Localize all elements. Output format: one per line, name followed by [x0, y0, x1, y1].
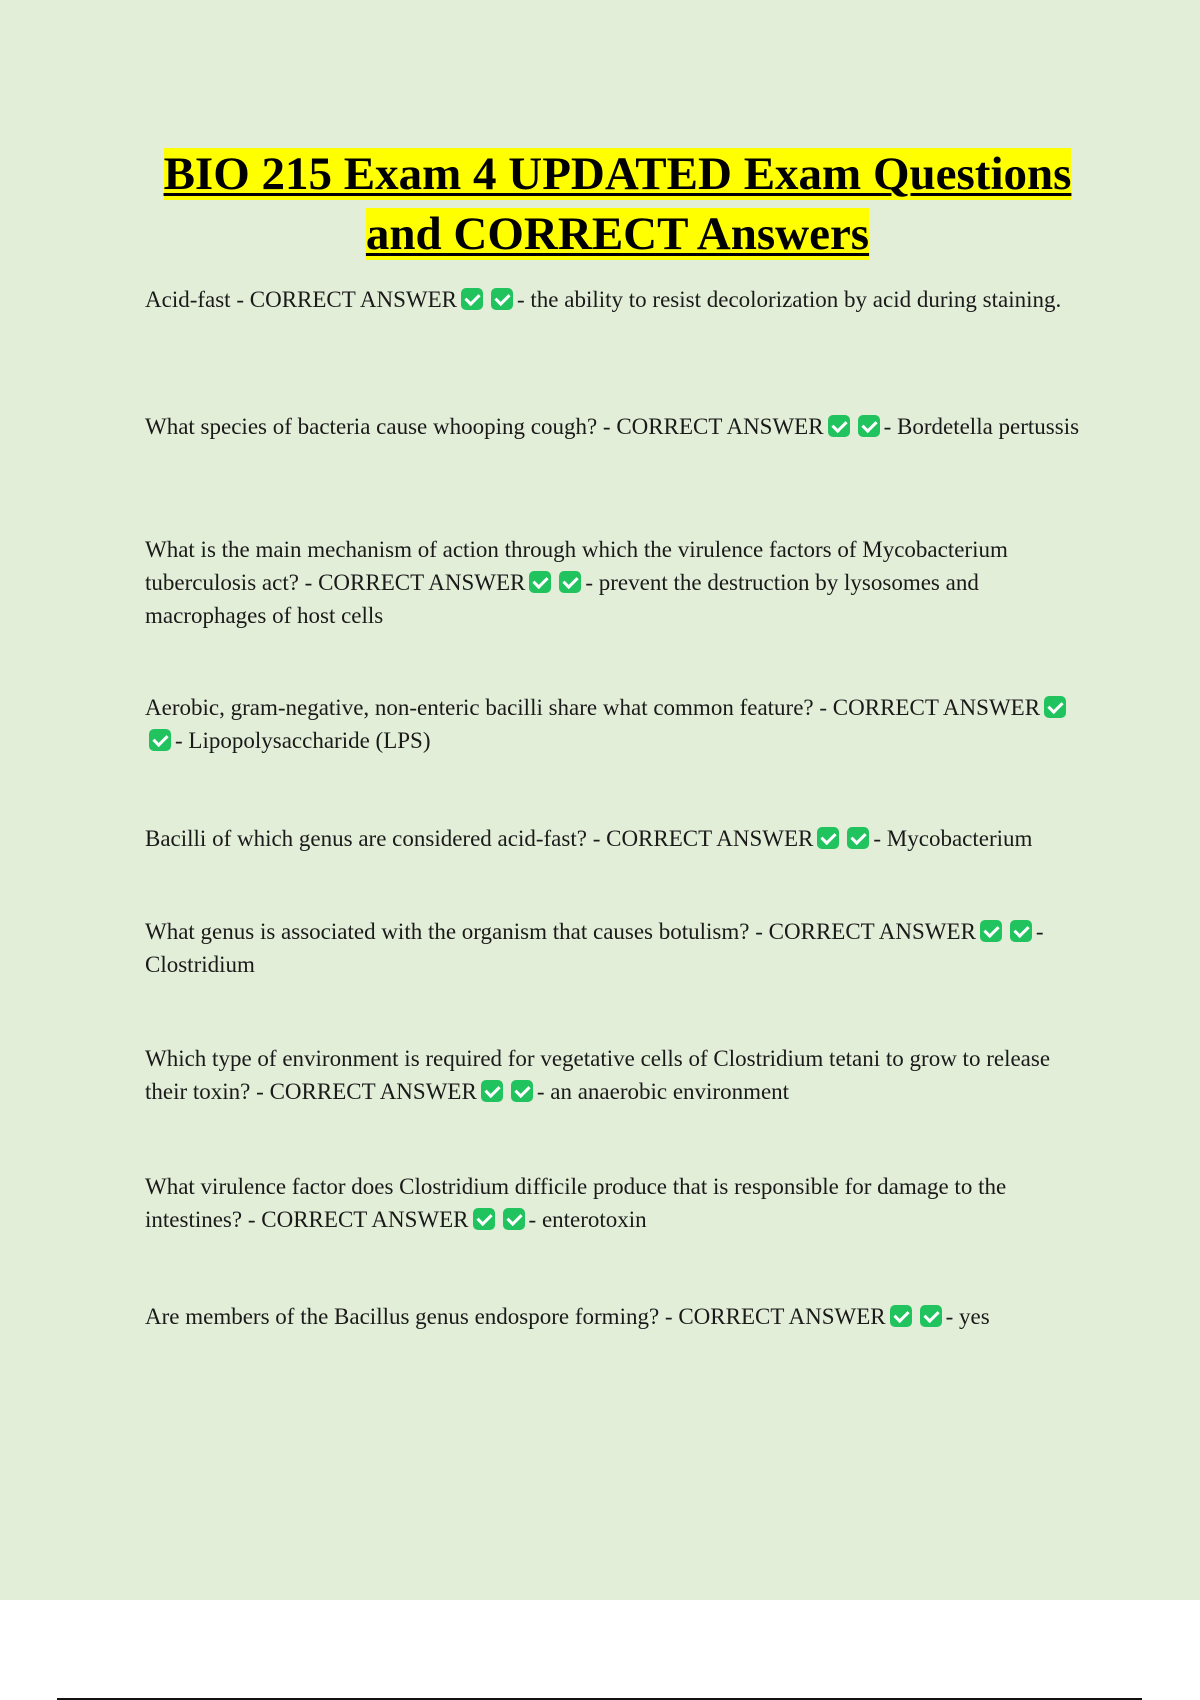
answer-marker: CORRECT ANSWER	[832, 695, 1041, 720]
question-text: Aerobic, gram-negative, non-enteric bacilli share what common feature?	[145, 695, 814, 720]
check-mark-icon	[529, 571, 551, 593]
answer-text: prevent the destruction by lysosomes and macrophages of host cells	[145, 570, 979, 628]
check-mark-icon	[980, 920, 1002, 942]
answer-marker: CORRECT ANSWER	[261, 1207, 469, 1232]
check-mark-icon	[149, 729, 171, 751]
answer-text: Bordetella pertussis	[897, 414, 1080, 439]
answer-marker: CORRECT ANSWER	[269, 1079, 477, 1104]
check-mark-icon	[1010, 920, 1032, 942]
check-mark-icon	[503, 1208, 525, 1230]
check-mark-icon	[858, 415, 880, 437]
qa-item-9: Are members of the Bacillus genus endospore forming? - CORRECT ANSWER - yes	[145, 1304, 990, 1329]
question-text: What virulence factor does Clostridium difficile produce that is responsible for damage to the intestines?	[145, 1174, 1007, 1232]
check-mark-icon	[473, 1208, 495, 1230]
qa-item-2: What species of bacteria cause whooping cough? - CORRECT ANSWER - Bordetella pertussis	[145, 414, 1080, 439]
answer-text: yes	[959, 1304, 990, 1329]
answer-text: the ability to resist decolorization by acid during staining.	[530, 287, 1062, 312]
answer-marker: CORRECT ANSWER	[249, 287, 457, 312]
answer-marker: CORRECT ANSWER	[616, 414, 824, 439]
answer-marker: CORRECT ANSWER	[768, 919, 976, 944]
qa-item-8: What virulence factor does Clostridium difficile produce that is responsible for damage to the intestines? - CORRECT ANSWER - enterotoxin	[145, 1174, 1007, 1232]
qa-item-7: Which type of environment is required for vegetative cells of Clostridium tetani to grow to release their toxin? - CORRECT ANSWER - an anaerobic environment	[145, 1046, 1051, 1104]
check-mark-icon	[559, 571, 581, 593]
answer-marker: CORRECT ANSWER	[678, 1304, 886, 1329]
question-text: Which type of environment is required for vegetative cells of Clostridium tetani to grow to release their toxin?	[145, 1046, 1051, 1104]
check-mark-icon	[847, 827, 869, 849]
answer-marker: CORRECT ANSWER	[606, 826, 814, 851]
question-text: Bacilli of which genus are considered acid-fast?	[145, 826, 587, 851]
check-mark-icon	[1044, 696, 1066, 718]
qa-item-4: Aerobic, gram-negative, non-enteric bacilli share what common feature? - CORRECT ANSWER- Lipopolysaccharide (LPS)	[145, 691, 1095, 757]
qa-item-1: Acid-fast - CORRECT ANSWER - the ability to resist decolorization by acid during staining.	[145, 287, 1062, 312]
question-text: What genus is associated with the organism that causes botulism?	[145, 919, 750, 944]
check-mark-icon	[461, 288, 483, 310]
answer-text: an anaerobic environment	[550, 1079, 790, 1104]
qa-item-6: What genus is associated with the organism that causes botulism? - CORRECT ANSWER - Clostridium	[145, 919, 1044, 977]
question-text: What is the main mechanism of action through which the virulence factors of Mycobacterium tuberculosis act?	[145, 537, 1008, 595]
qa-item-3: What is the main mechanism of action through which the virulence factors of Mycobacterium tuberculosis act? - CORRECT ANSWER - prevent the destruction by lysosomes and macrophages of host cells	[145, 537, 1008, 628]
answer-marker: CORRECT ANSWER	[318, 570, 526, 595]
qa-item-5: Bacilli of which genus are considered acid-fast? - CORRECT ANSWER - Mycobacterium	[145, 826, 1033, 851]
answer-text: Mycobacterium	[886, 826, 1033, 851]
check-mark-icon	[491, 288, 513, 310]
answer-text: enterotoxin	[541, 1207, 647, 1232]
check-mark-icon	[481, 1080, 503, 1102]
answer-text: Clostridium	[145, 952, 255, 977]
check-mark-icon	[920, 1305, 942, 1327]
check-mark-icon	[511, 1080, 533, 1102]
check-mark-icon	[890, 1305, 912, 1327]
check-mark-icon	[828, 415, 850, 437]
check-mark-icon	[817, 827, 839, 849]
question-text: What species of bacteria cause whooping cough?	[145, 414, 598, 439]
answer-text: Lipopolysaccharide (LPS)	[188, 728, 431, 753]
question-text: Acid-fast	[145, 287, 231, 312]
document-title: BIO 215 Exam 4 UPDATED Exam Questions and CORRECT Answers	[163, 148, 1072, 260]
question-text: Are members of the Bacillus genus endospore forming?	[145, 1304, 660, 1329]
